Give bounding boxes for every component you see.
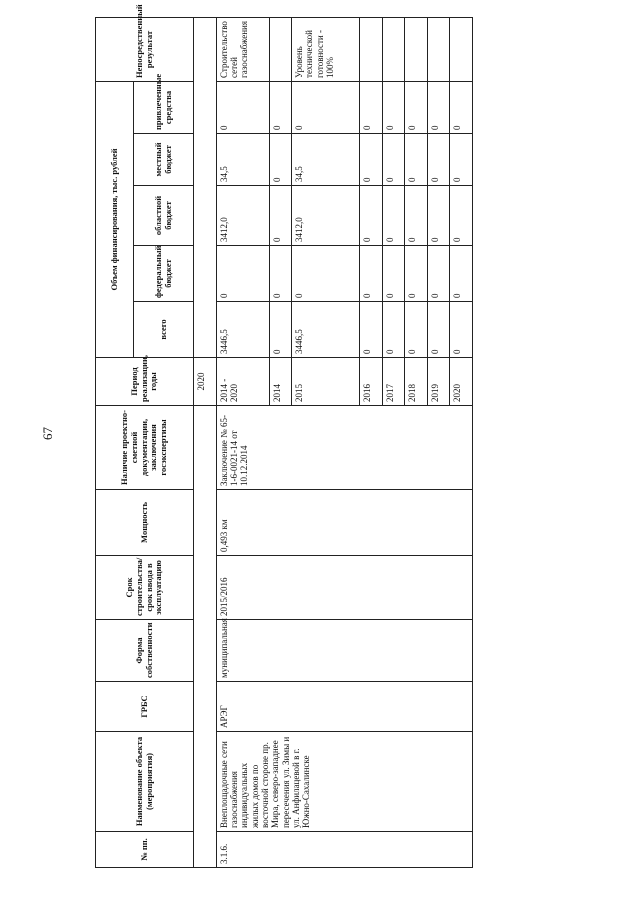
header-grbs: ГРБС (96, 682, 194, 732)
header-period: Период реализации, годы (96, 358, 194, 406)
cell-total: 0 (269, 302, 292, 358)
cell-regional: 0 (269, 186, 292, 246)
cell-federal: 0 (427, 246, 450, 302)
cell-period: 2015 (292, 358, 360, 406)
header-name: Наименование объекта (мероприятия) (96, 732, 194, 832)
header-funding: Объем финансирования, тыс. рублей (96, 81, 134, 357)
cell-regional: 0 (405, 186, 428, 246)
cell-total: 0 (405, 302, 428, 358)
cell-attracted: 0 (450, 81, 473, 133)
header-design: Наличие проектно-сметной документации, заключения госэкспертизы (96, 406, 194, 490)
cell-regional: 3412,0 (292, 186, 360, 246)
cell-attracted: 0 (292, 81, 360, 133)
cell-period: 2016 (360, 358, 383, 406)
cell-total: 3446,5 (292, 302, 360, 358)
cell-total: 3446,5 (216, 302, 269, 358)
cell-result (360, 17, 383, 81)
object-capacity: 0,493 км (216, 490, 472, 556)
cell-federal: 0 (269, 246, 292, 302)
header-capacity: Мощность (96, 490, 194, 556)
cell-attracted: 0 (269, 81, 292, 133)
cell-federal: 0 (450, 246, 473, 302)
cell-local: 0 (382, 134, 405, 186)
cell-federal: 0 (292, 246, 360, 302)
cell-result (450, 17, 473, 81)
cell-federal: 0 (405, 246, 428, 302)
cell-result: Уровень технической готовности - 100% (292, 17, 360, 81)
object-ownership: муниципальная (216, 620, 472, 682)
cell-local: 0 (269, 134, 292, 186)
object-term: 2015/2016 (216, 556, 472, 620)
cell-attracted: 0 (360, 81, 383, 133)
cell-total: 0 (427, 302, 450, 358)
cell-attracted: 0 (427, 81, 450, 133)
cell-regional: 0 (450, 186, 473, 246)
cell-regional: 3412,0 (216, 186, 269, 246)
cell-federal: 0 (216, 246, 269, 302)
cell-regional: 0 (360, 186, 383, 246)
rotated-table-container (95, 4, 473, 868)
cell-result (269, 17, 292, 81)
cell-federal: 0 (360, 246, 383, 302)
header-ownership: Форма собственности (96, 620, 194, 682)
cell-attracted: 0 (382, 81, 405, 133)
cell-result (405, 17, 428, 81)
cell-period: 2014 (269, 358, 292, 406)
cell-period: 2014 - 2020 (216, 358, 269, 406)
header-total: всего (134, 302, 194, 358)
object-design: Заключение № 65-1-6-0021-14 от 10.12.2014 (216, 406, 472, 490)
object-grbs: АРЭГ (216, 682, 472, 732)
cell-regional: 0 (382, 186, 405, 246)
financing-table (95, 4, 473, 868)
header-attracted: привлеченные средства (134, 81, 194, 133)
cell-total: 0 (360, 302, 383, 358)
cell-result (382, 17, 405, 81)
header-result: Непосредственный результат (96, 17, 194, 81)
cell-local: 0 (360, 134, 383, 186)
header-num: № пп. (96, 832, 194, 868)
page-number: 67 (40, 427, 55, 440)
cell-local: 0 (427, 134, 450, 186)
table-row (216, 17, 269, 867)
cell-total: 0 (450, 302, 473, 358)
cell-period: 2020 (450, 358, 473, 406)
cell-result (427, 17, 450, 81)
cell-local: 34,5 (292, 134, 360, 186)
cell-attracted: 0 (216, 81, 269, 133)
cell-result: Строительство сетей газоснабжения (216, 17, 269, 81)
header-federal: федеральный бюджет (134, 246, 194, 302)
table-row-spacer (194, 406, 217, 868)
header-regional: областной бюджет (134, 186, 194, 246)
object-name: Внеплощадочные сети газоснабжения индивидуальных жилых домов по восточной стороне пр. Мира, северо-западнее пересечения ул. Зимы и ул. Анфилацевой в г. Южно-Сахалинске (216, 732, 472, 832)
header-term: Срок строительства/срок ввода в эксплуатацию (96, 556, 194, 620)
header-local: местный бюджет (134, 134, 194, 186)
cell-local: 0 (450, 134, 473, 186)
cell-local: 0 (405, 134, 428, 186)
object-num: 3.1.6. (216, 832, 472, 868)
cell-regional: 0 (427, 186, 450, 246)
cell-attracted: 0 (405, 81, 428, 133)
table-row-spacer (194, 17, 217, 357)
cell-local: 34,5 (216, 134, 269, 186)
header-year-cell: 2020 (194, 358, 217, 406)
cell-period: 2018 (405, 358, 428, 406)
cell-period: 2017 (382, 358, 405, 406)
cell-federal: 0 (382, 246, 405, 302)
cell-total: 0 (382, 302, 405, 358)
cell-period: 2019 (427, 358, 450, 406)
